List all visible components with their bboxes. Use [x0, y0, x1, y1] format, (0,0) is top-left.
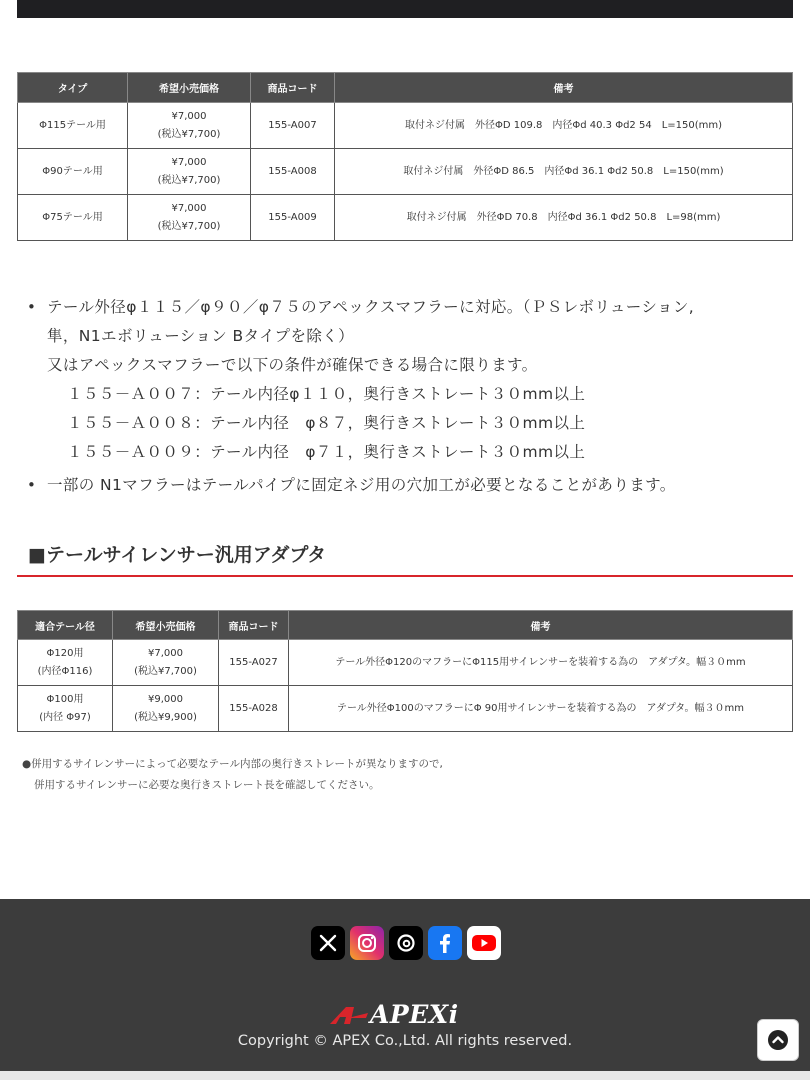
bullet-icon: •	[27, 476, 36, 494]
threads-icon[interactable]	[389, 926, 423, 960]
price-value: ¥7,000	[171, 156, 207, 168]
apexi-logo[interactable]	[328, 1000, 459, 1029]
cell-price	[128, 149, 251, 195]
price-tax: (税込¥9,900)	[134, 711, 197, 723]
table-row	[18, 640, 793, 686]
adapter-note	[22, 754, 443, 796]
cell-price	[113, 686, 219, 732]
facebook-icon[interactable]	[428, 926, 462, 960]
cell-code: 155-A007	[251, 103, 335, 149]
header-code: 商品コード	[219, 611, 289, 640]
cell-note: 取付ネジ付属 外径ΦD 109.8 内径Φd 40.3 Φd2 54 L=150(mm)	[335, 103, 793, 149]
header-price: 希望小売価格	[113, 611, 219, 640]
note-line: 併用するサイレンサーに必要な奥行きストレート長を確認してください。	[34, 779, 380, 791]
note-line: 隼，N1エボリューション Bタイプを除く）	[47, 327, 355, 345]
cell-code: 155-A008	[251, 149, 335, 195]
apexi-logo-mark-icon	[328, 1004, 370, 1026]
cell-type: Φ115テール用	[18, 103, 128, 149]
youtube-icon[interactable]	[467, 926, 501, 960]
spec-table-tail-silencer	[17, 72, 793, 241]
header-diameter: 適合テール径	[18, 611, 113, 640]
cell-price	[128, 195, 251, 241]
diameter-value: Φ120用	[46, 647, 84, 659]
price-tax: (税込¥7,700)	[157, 174, 221, 186]
header-note: 備考	[289, 611, 793, 640]
cell-price	[113, 640, 219, 686]
note-line: １５５－Ａ００８：テール内径 φ８７，奥行きストレート３０mm以上	[67, 414, 586, 432]
bottom-bar	[0, 1071, 810, 1080]
price-tax: (税込¥7,700)	[157, 128, 221, 140]
cell-note: 取付ネジ付属 外径ΦD 86.5 内径Φd 36.1 Φd2 50.8 L=150(mm)	[335, 149, 793, 195]
table-header-row	[18, 611, 793, 640]
cell-diameter	[18, 640, 113, 686]
price-value: ¥7,000	[148, 647, 183, 659]
cell-code: 155-A009	[251, 195, 335, 241]
footer	[0, 899, 810, 1071]
cell-diameter	[18, 686, 113, 732]
cell-type: Φ75テール用	[18, 195, 128, 241]
note-line: ●併用するサイレンサーによって必要なテール内部の奥行きストレートが異なりますので,	[22, 758, 443, 770]
cell-note: 取付ネジ付属 外径ΦD 70.8 内径Φd 36.1 Φd2 50.8 L=98(mm)	[335, 195, 793, 241]
note-line: １５５－Ａ００９：テール内径 φ７１，奥行きストレート３０mm以上	[67, 443, 586, 461]
table-row	[18, 149, 793, 195]
cell-code: 155-A027	[219, 640, 289, 686]
note-line: 又はアペックスマフラーで以下の条件が確保できる場合に限ります。	[47, 356, 538, 374]
logo-text: APEXi	[370, 1000, 459, 1029]
note-line: テール外径φ１１５／φ９０／φ７５のアペックスマフラーに対応。（ＰＳレボリューション,	[47, 298, 695, 316]
price-tax: (税込¥7,700)	[157, 220, 221, 232]
chevron-up-icon	[767, 1029, 789, 1051]
cell-price	[128, 103, 251, 149]
price-value: ¥7,000	[171, 110, 207, 122]
x-icon[interactable]	[311, 926, 345, 960]
table-row	[18, 103, 793, 149]
price-value: ¥7,000	[171, 202, 207, 214]
diameter-value: Φ100用	[46, 693, 84, 705]
instagram-icon[interactable]	[350, 926, 384, 960]
section-title: ■テールサイレンサー汎用アダプタ	[28, 544, 327, 566]
cell-note: テール外径Φ100のマフラーにΦ 90用サイレンサーを装着する為の アダプタ。幅３０mm	[289, 686, 793, 732]
price-tax: (税込¥7,700)	[134, 665, 197, 677]
header-type: タイプ	[18, 73, 128, 103]
diameter-sub: (内径Φ116)	[37, 665, 93, 677]
table-row	[18, 686, 793, 732]
top-product-image	[17, 0, 793, 18]
copyright: Copyright © APEX Co.,Ltd. All rights reserved.	[237, 1033, 573, 1049]
cell-type: Φ90テール用	[18, 149, 128, 195]
header-price: 希望小売価格	[128, 73, 251, 103]
scroll-to-top-button[interactable]	[757, 1019, 799, 1061]
cell-code: 155-A028	[219, 686, 289, 732]
diameter-sub: (内径 Φ97)	[39, 711, 91, 723]
social-links	[311, 926, 501, 960]
price-value: ¥9,000	[148, 693, 183, 705]
header-note: 備考	[335, 73, 793, 103]
bullet-icon: •	[27, 298, 36, 316]
header-code: 商品コード	[251, 73, 335, 103]
table-header-row	[18, 73, 793, 103]
cell-note: テール外径Φ120のマフラーにΦ115用サイレンサーを装着する為の アダプタ。幅３０mm	[289, 640, 793, 686]
spec-table-adapter	[17, 610, 793, 732]
table-row	[18, 195, 793, 241]
note-line: １５５－Ａ００７：テール内径φ１１０，奥行きストレート３０mm以上	[67, 385, 586, 403]
section-divider	[17, 575, 793, 577]
note-line: 一部の N1マフラーはテールパイプに固定ネジ用の穴加工が必要となることがあります。	[47, 476, 676, 494]
